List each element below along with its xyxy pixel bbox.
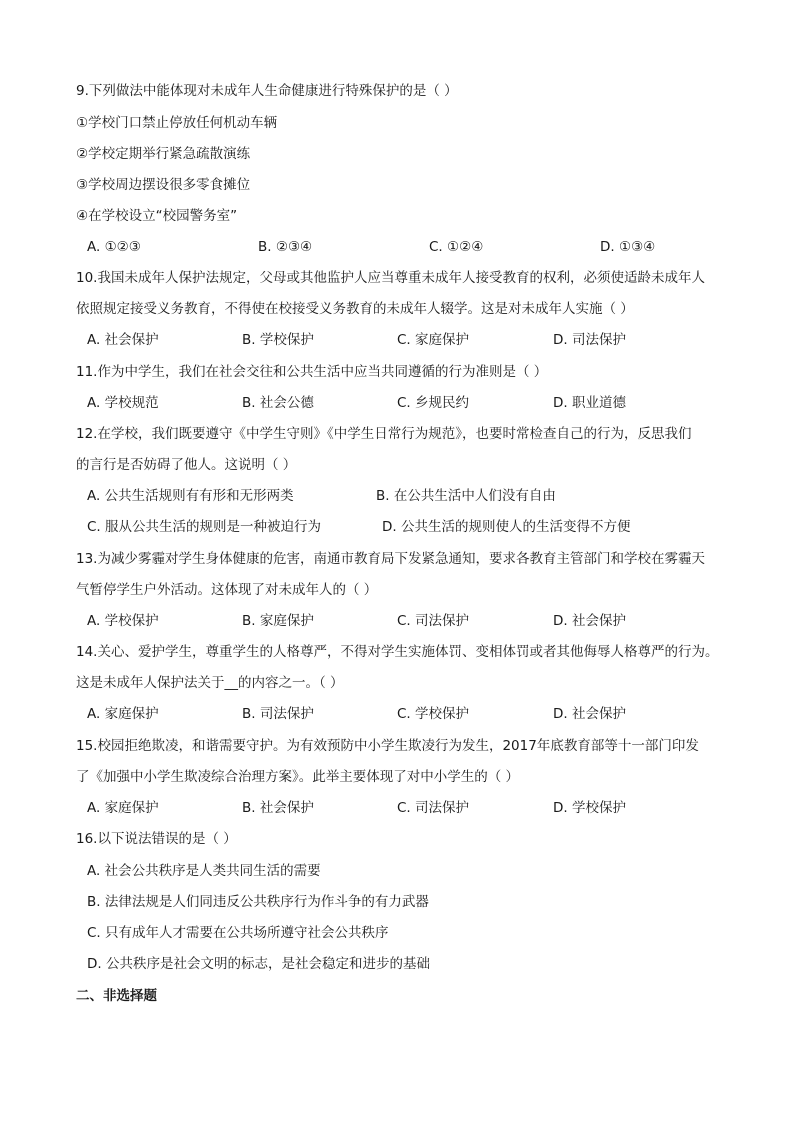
- question-9-stem: 9.下列做法中能体现对未成年人生命健康进行特殊保护的是（ ）: [76, 83, 458, 99]
- q15-option-d: D. 学校保护: [553, 800, 626, 816]
- q12-option-a: A. 公共生活规则有有形和无形两类: [87, 488, 294, 504]
- q9-option-c: C. ①②④: [429, 239, 484, 255]
- q16-option-d: D. 公共秩序是社会文明的标志，是社会稳定和进步的基础: [87, 956, 430, 972]
- q16-option-b: B. 法律法规是人们同违反公共秩序行为作斗争的有力武器: [87, 894, 429, 910]
- q14-option-d: D. 社会保护: [553, 706, 626, 722]
- question-13-stem-line2: 气暂停学生户外活动。这体现了对未成年人的（ ）: [76, 582, 378, 598]
- q15-option-b: B. 社会保护: [242, 800, 314, 816]
- question-14-stem-line2: 这是未成年人保护法关于__的内容之一。（ ）: [76, 675, 344, 691]
- q14-option-a: A. 家庭保护: [87, 706, 159, 722]
- q15-option-c: C. 司法保护: [397, 800, 470, 816]
- question-10-stem-line1: 10.我国未成年人保护法规定，父母或其他监护人应当尊重未成年人接受教育的权利，必须使适龄未成年人: [76, 270, 705, 286]
- q13-option-a: A. 学校保护: [87, 613, 159, 629]
- q12-option-d: D. 公共生活的规则使人的生活变得不方便: [382, 519, 631, 535]
- q9-option-a: A. ①②③: [87, 239, 141, 255]
- q10-option-b: B. 学校保护: [242, 332, 314, 348]
- question-14-stem-line1: 14.关心、爱护学生，尊重学生的人格尊严，不得对学生实施体罚、变相体罚或者其他侮辱人格尊严的行为。: [76, 644, 719, 660]
- section-heading: 二、非选择题: [76, 988, 157, 1004]
- q9-item-1: ①学校门口禁止停放任何机动车辆: [76, 115, 278, 131]
- q10-option-d: D. 司法保护: [553, 332, 626, 348]
- q14-option-c: C. 学校保护: [397, 706, 470, 722]
- question-11-stem: 11.作为中学生，我们在社会交往和公共生活中应当共同遵循的行为准则是（ ）: [76, 364, 548, 380]
- q11-option-b: B. 社会公德: [242, 395, 314, 411]
- question-12-stem-line1: 12.在学校，我们既要遵守《中学生守则》《中学生日常行为规范》，也要时常检查自己的行为，反思我们: [76, 426, 692, 442]
- q11-option-a: A. 学校规范: [87, 395, 159, 411]
- question-13-stem-line1: 13.为减少雾霾对学生身体健康的危害，南通市教育局下发紧急通知，要求各教育主管部门和学校在雾霾天: [76, 551, 705, 567]
- q9-option-d: D. ①③④: [600, 239, 656, 255]
- q16-option-c: C. 只有成年人才需要在公共场所遵守社会公共秩序: [87, 925, 389, 941]
- q12-option-c: C. 服从公共生活的规则是一种被迫行为: [87, 519, 322, 535]
- q9-option-b: B. ②③④: [258, 239, 313, 255]
- q15-option-a: A. 家庭保护: [87, 800, 159, 816]
- q13-option-d: D. 社会保护: [553, 613, 626, 629]
- question-10-stem-line2: 依照规定接受义务教育，不得使在校接受义务教育的未成年人辍学。这是对未成年人实施（ ）: [76, 301, 634, 317]
- q14-option-b: B. 司法保护: [242, 706, 314, 722]
- question-15-stem-line2: 了《加强中小学生欺凌综合治理方案》。此举主要体现了对中小学生的（ ）: [76, 769, 520, 785]
- question-16-stem: 16.以下说法错误的是（ ）: [76, 831, 237, 847]
- q10-option-c: C. 家庭保护: [397, 332, 470, 348]
- q9-item-4: ④在学校设立“校园警务室”: [76, 208, 238, 224]
- question-15-stem-line1: 15.校园拒绝欺凌，和谐需要守护。为有效预防中小学生欺凌行为发生，2017年底教育部等十一部门印发: [76, 738, 699, 754]
- q11-option-c: C. 乡规民约: [397, 395, 470, 411]
- q13-option-c: C. 司法保护: [397, 613, 470, 629]
- q12-option-b: B. 在公共生活中人们没有自由: [376, 488, 556, 504]
- q10-option-a: A. 社会保护: [87, 332, 159, 348]
- q11-option-d: D. 职业道德: [553, 395, 626, 411]
- q16-option-a: A. 社会公共秩序是人类共同生活的需要: [87, 863, 321, 879]
- question-12-stem-line2: 的言行是否妨碍了他人。这说明（ ）: [76, 457, 297, 473]
- q9-item-2: ②学校定期举行紧急疏散演练: [76, 146, 251, 162]
- q13-option-b: B. 家庭保护: [242, 613, 314, 629]
- q9-item-3: ③学校周边摆设很多零食摊位: [76, 177, 251, 193]
